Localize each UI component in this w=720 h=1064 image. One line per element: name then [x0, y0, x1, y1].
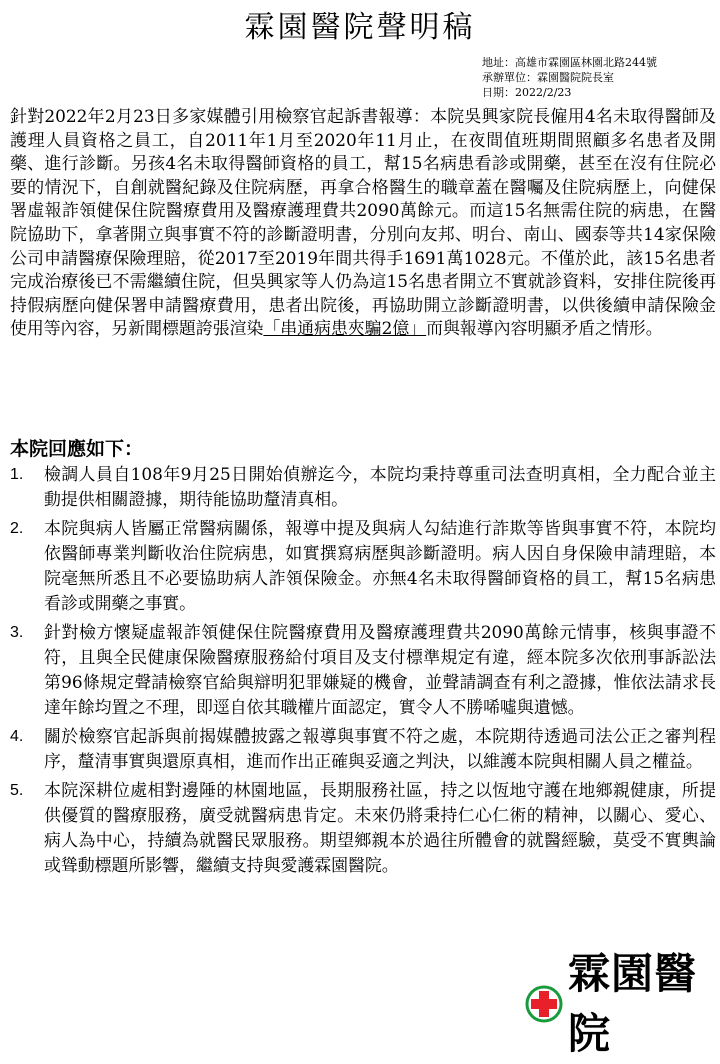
intro-text: 針對2022年2月23日多家媒體引用檢察官起訴書報導：本院吳興家院長僱用4名未取得醫師及護理人員資格之員工，自2011年1月至2020年11月止，在夜間值班期間照顧多名患者及開藥、進行診斷。另孩4名未取得醫師資格的員工，幫15名病患看診或開藥，甚至在沒有住院必要的情況下，自創就醫紀錄及住院病歷，再拿合格醫生的職章蓋在醫囑及住院病歷上，向健保署虛報詐領健保住院醫療費用及醫療護理費共2090萬餘元。而這15名無需住院的病患，在醫院協助下，拿著開立與事實不符的診斷證明書，分別向友邦、明台、南山、國泰等共14家保險公司申請醫療保險理賠，從2017至2019年間共得手1691萬1028元。不僅於此，該15名患者完成治療後已不需繼續住院，但吳興家等人仍為這15名患者開立不實就診資料，安排住院後再持假病歷向健保署申請醫療費用，患者出院後，再協助開立診斷證明書，以供後續申請保險金使用等內容，另新聞標題誇張渲染	[10, 106, 716, 339]
list-item	[10, 516, 716, 616]
list-item	[10, 462, 716, 512]
headline-quote: 「串通病患夾騙2億」	[263, 318, 427, 339]
document-meta	[482, 55, 657, 100]
list-item-text: 本院深耕位處相對邊陲的林園地區，長期服務社區，持之以恆地守護在地鄉親健康，所提供優質的醫療服務，廣受就醫病患肯定。未來仍將秉持仁心仁術的精神，以關心、愛心、病人為中心，持續為就醫民眾服務。期望鄉親本於過往所體會的就醫經驗，莫受不實輿論或聳動標題所影響，繼續支持與愛護霖園醫院。	[44, 780, 716, 875]
list-item-text: 檢調人員自108年9月25日開始偵辦迄今，本院均秉持尊重司法查明真相，全力配合並主動提供相關證據，期待能協助釐清真相。	[44, 464, 716, 509]
list-item	[10, 778, 716, 878]
intro-paragraph	[10, 105, 716, 341]
list-item	[10, 724, 716, 774]
list-item-number: 3.	[10, 624, 24, 641]
address-line: 地址：高雄市霖園區林園北路244號	[482, 56, 657, 69]
list-item	[10, 620, 716, 720]
logo-text: 霖園醫院	[568, 949, 698, 1058]
document-title: 霖園醫院聲明稿	[244, 10, 476, 45]
list-item-text: 本院與病人皆屬正常醫病關係，報導中提及與病人勾結進行詐欺等皆與事實不符，本院均依醫師專業判斷收治住院病患，如實撰寫病歷與診斷證明。病人因自身保險申請理賠，本院毫無所悉且不必要協助病人詐領保險金。亦無4名未取得醫師資格的員工，幫15名病患看診或開藥之事實。	[44, 518, 716, 613]
list-item-number: 1.	[10, 466, 24, 483]
date-line: 日期：2022/2/23	[482, 86, 572, 99]
response-list	[10, 462, 716, 878]
red-cross-icon	[524, 984, 564, 1024]
issuer-line: 承辦單位：霖園醫院院長室	[482, 71, 614, 84]
hospital-logo	[524, 949, 714, 1058]
list-item-number: 4.	[10, 728, 24, 745]
list-item-number: 2.	[10, 520, 24, 537]
list-item-text: 關於檢察官起訴與前揭媒體披露之報導與事實不符之處，本院期待透過司法公正之審判程序，釐清事實與還原真相，進而作出正確與妥適之判決，以維護本院與相關人員之權益。	[44, 726, 716, 771]
intro-tail: 而與報導內容明顯矛盾之情形。	[426, 318, 663, 339]
section-heading: 本院回應如下：	[10, 438, 144, 460]
list-item-text: 針對檢方懷疑虛報詐領健保住院醫療費用及醫療護理費共2090萬餘元情事，核與事證不符，且與全民健康保險醫療服務給付項目及支付標準規定有違，經本院多次依刑事訴訟法第96條規定聲請檢察官給與辯明犯罪嫌疑的機會，並聲請調查有利之證據，惟依法請求長達年餘均置之不理，即逕自依其職權片面認定，實令人不勝唏噓與遺憾。	[44, 622, 716, 717]
list-item-number: 5.	[10, 782, 24, 799]
